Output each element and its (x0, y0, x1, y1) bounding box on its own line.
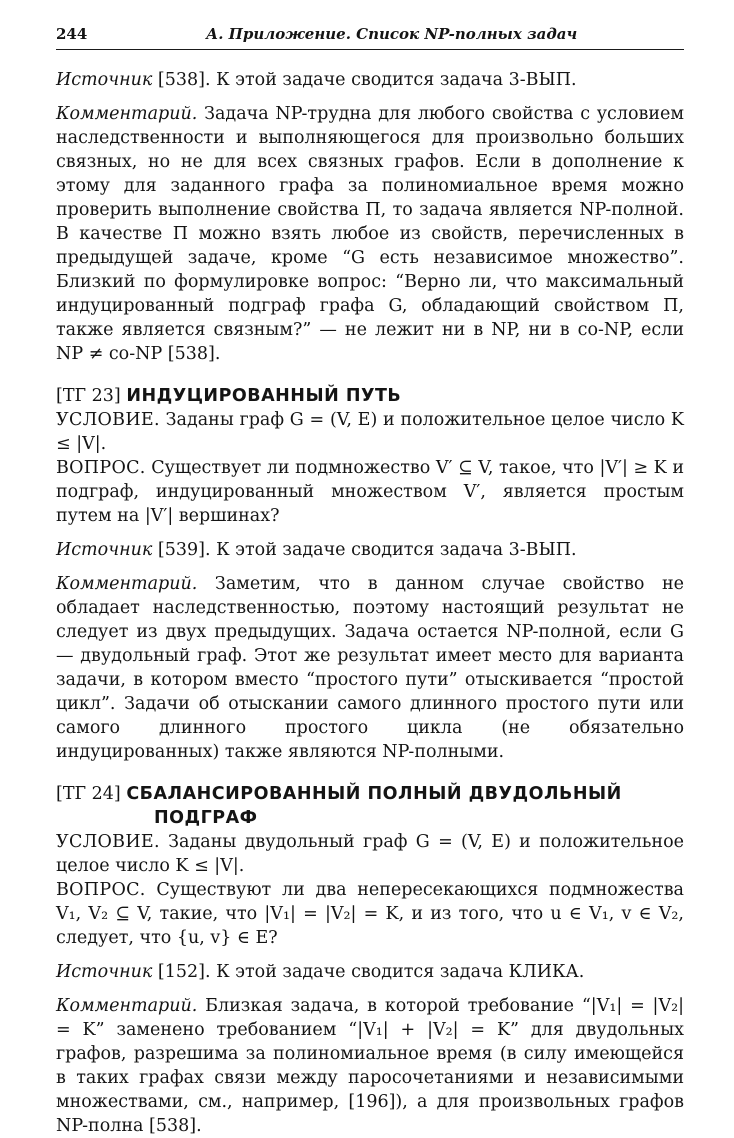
question-label: ВОПРОС. (56, 458, 146, 478)
page-number: 244 (56, 25, 88, 43)
comment-label: Комментарий. (56, 574, 198, 594)
source-label: Источник (56, 540, 153, 560)
running-title: А. Приложение. Список NP-полных задач (206, 25, 578, 43)
prev-comment-paragraph (56, 102, 684, 366)
problem-name: ИНДУЦИРОВАННЫЙ ПУТЬ (126, 386, 402, 406)
question-paragraph-23 (56, 456, 684, 528)
comment-paragraph-23 (56, 572, 684, 764)
source-paragraph-23 (56, 538, 684, 562)
problem-id: [ТГ 23] (56, 386, 121, 406)
question-label: ВОПРОС. (56, 880, 146, 900)
source-paragraph-24 (56, 960, 684, 984)
problem-title-24 (56, 782, 684, 806)
condition-label: УСЛОВИЕ. (56, 832, 160, 852)
source-text: [539]. К этой задаче сводится задача 3-ВЫП. (152, 540, 577, 560)
condition-label: УСЛОВИЕ. (56, 410, 160, 430)
condition-text: Заданы двудольный граф G = (V, E) и положительное целое число K ≤ |V|. (56, 832, 684, 876)
problem-id: [ТГ 24] (56, 784, 121, 804)
problem-title-23 (56, 384, 684, 408)
condition-paragraph-23 (56, 408, 684, 456)
problem-name: СБАЛАНСИРОВАННЫЙ ПОЛНЫЙ ДВУДОЛЬНЫЙ (126, 784, 622, 804)
prev-source-paragraph (56, 68, 684, 92)
source-text: [538]. К этой задаче сводится задача 3-ВЫП. (152, 70, 577, 90)
comment-text: Близкая задача, в которой требование “|V₁| = |V₂| = K” заменено требованием “|V₁| + |V₂| = K” для двудольных графов, разрешима за полиномиальное время (в силу имеющейся в таких графах связи между паросочетаниями и независимыми множествами, см., например, [196]), а для произвольных графов NP-полна [538]. (56, 996, 684, 1136)
comment-paragraph-24 (56, 994, 684, 1138)
comment-label: Комментарий. (56, 996, 198, 1016)
source-label: Источник (56, 70, 153, 90)
comment-label: Комментарий. (56, 104, 198, 124)
condition-paragraph-24 (56, 830, 684, 878)
question-text: Существует ли подмножество V′ ⊆ V, такое, что |V′| ≥ K и подграф, индуцированный множеством V′, является простым путем на |V′| вершинах? (56, 458, 684, 526)
condition-text: Заданы граф G = (V, E) и положительное целое число K ≤ |V|. (56, 410, 684, 454)
running-head (56, 22, 684, 50)
question-paragraph-24 (56, 878, 684, 950)
comment-text: Заметим, что в данном случае свойство не обладает наследственностью, поэтому настоящий результат не следует из двух предыдущих. Задача остается NP-полной, если G — двудольный граф. Этот же результат имеет место для варианта задачи, в котором вместо “простого пути” отыскивается “простой цикл”. Задачи об отыскании самого длинного простого пути или самого длинного простого цикла (не обязательно индуцированных) также являются NP-полными. (56, 574, 684, 762)
source-label: Источник (56, 962, 153, 982)
question-text: Существуют ли два непересекающихся подмножества V₁, V₂ ⊆ V, такие, что |V₁| = |V₂| = K, и из того, что u ∈ V₁, v ∈ V₂, следует, что {u, v} ∈ E? (56, 880, 684, 948)
problem-name-continuation: ПОДГРАФ (154, 808, 258, 828)
source-text: [152]. К этой задаче сводится задача КЛИКА. (152, 962, 585, 982)
comment-text: Задача NP-трудна для любого свойства с условием наследственности и выполняющегося для произвольно больших связных, но не для всех связных графов. Если в дополнение к этому для заданного графа за полиномиальное время можно проверить выполнение свойства П, то задача является NP-полной. В качестве П можно взять любое из свойств, перечисленных в предыдущей задаче, кроме “G есть независимое множество”. Близкий по формулировке вопрос: “Верно ли, что максимальный индуцированный подграф графа G, обладающий свойством П, также является связным?” — не лежит ни в NP, ни в co-NP, если NP ≠ co-NP [538]. (56, 104, 684, 364)
